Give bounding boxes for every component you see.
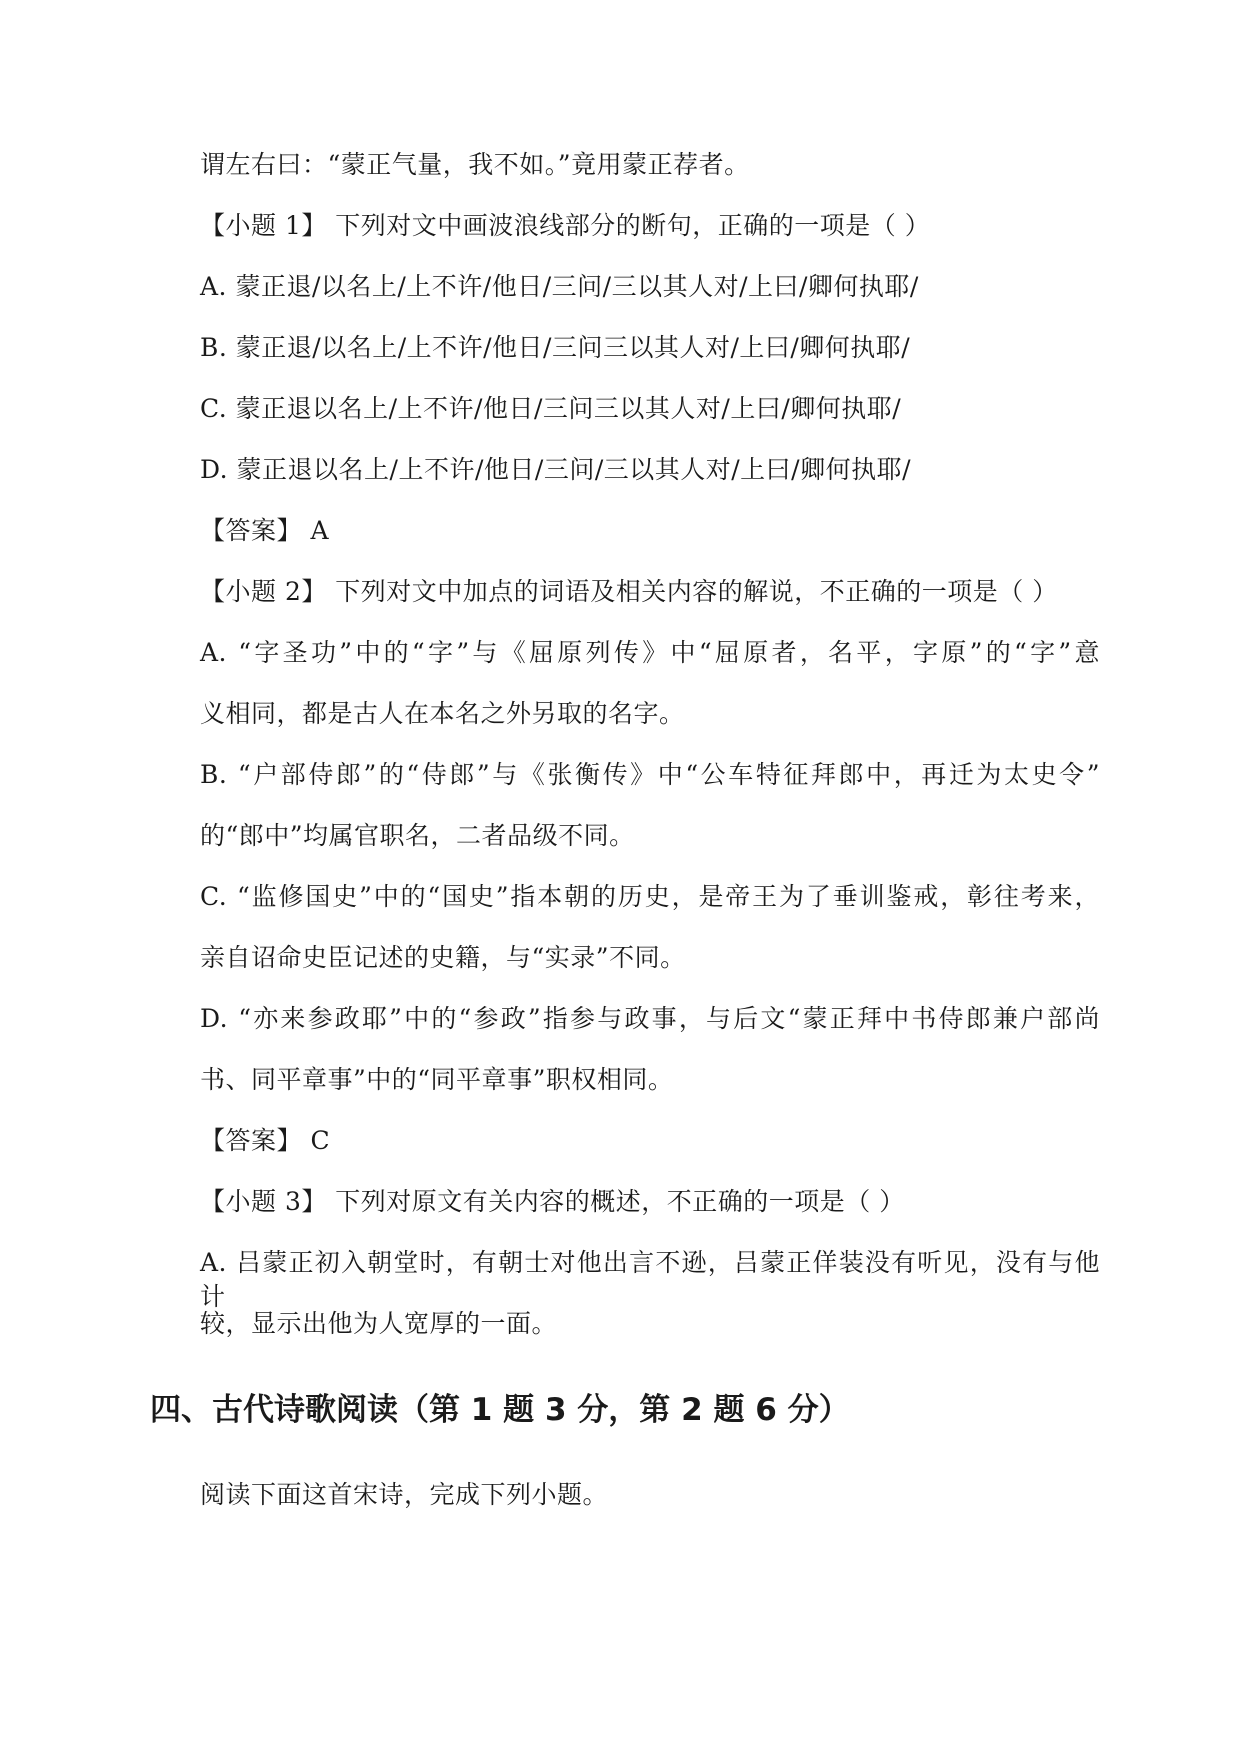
question-2-option-a-cont: 义相同，都是古人在本名之外另取的名字。 (200, 699, 685, 728)
question-2-option-a: A. “字圣功”中的“字”与《屈原列传》中“屈原者，名平，字原”的“字”意 (200, 638, 1100, 667)
question-3-option-a-cont: 较，显示出他为人宽厚的一面。 (200, 1309, 558, 1338)
question-1-option-a: A. 蒙正退/以名上/上不许/他日/三问/三以其人对/上曰/卿何执耶/ (200, 272, 919, 301)
section-instruction: 阅读下面这首宋诗，完成下列小题。 (200, 1480, 609, 1509)
question-1-answer: 【答案】 A (200, 516, 330, 545)
question-2-prompt: 【小题 2】 下列对文中加点的词语及相关内容的解说，不正确的一项是（ ） (200, 577, 1058, 606)
question-1-option-b: B. 蒙正退/以名上/上不许/他日/三问三以其人对/上曰/卿何执耶/ (200, 333, 911, 362)
question-2-option-c: C. “监修国史”中的“国史”指本朝的历史，是帝王为了垂训鉴戒，彰往考来， (200, 882, 1100, 911)
text-line: 谓左右曰：“蒙正气量，我不如。”竟用蒙正荐者。 (200, 150, 750, 179)
question-2-answer: 【答案】 C (200, 1126, 331, 1155)
question-1-prompt: 【小题 1】 下列对文中画波浪线部分的断句，正确的一项是（ ） (200, 211, 931, 240)
section-heading: 四、古代诗歌阅读（第 1 题 3 分，第 2 题 6 分） (150, 1392, 850, 1428)
question-2-option-c-cont: 亲自诏命史臣记述的史籍，与“实录”不同。 (200, 943, 686, 972)
question-1-option-c: C. 蒙正退以名上/上不许/他日/三问三以其人对/上曰/卿何执耶/ (200, 394, 902, 423)
question-2-option-b: B. “户部侍郎”的“侍郎”与《张衡传》中“公车特征拜郎中，再迁为太史令” (200, 760, 1100, 789)
question-2-option-d: D. “亦来参政耶”中的“参政”指参与政事，与后文“蒙正拜中书侍郎兼户部尚 (200, 1004, 1100, 1033)
question-1-option-d: D. 蒙正退以名上/上不许/他日/三问/三以其人对/上曰/卿何执耶/ (200, 455, 912, 484)
question-2-option-b-cont: 的“郎中”均属官职名，二者品级不同。 (200, 821, 635, 850)
question-3-prompt: 【小题 3】 下列对原文有关内容的概述，不正确的一项是（ ） (200, 1187, 905, 1216)
question-2-option-d-cont: 书、同平章事”中的“同平章事”职权相同。 (200, 1065, 674, 1094)
question-3-option-a: A. 吕蒙正初入朝堂时，有朝士对他出言不逊，吕蒙正佯装没有听见，没有与他计 (200, 1248, 1100, 1311)
